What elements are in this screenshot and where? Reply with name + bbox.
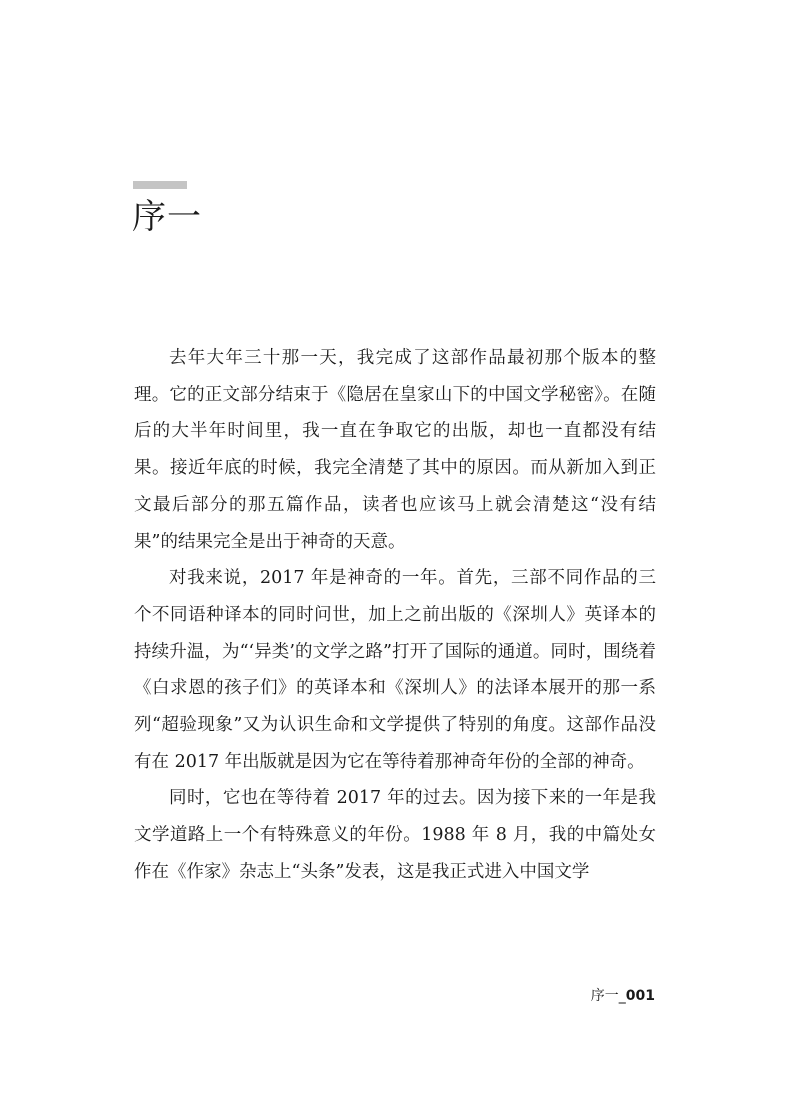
footer-section: 序一 (590, 988, 619, 1004)
body-text (134, 340, 656, 891)
page-number: 001 (625, 988, 655, 1004)
title-decoration-bar (133, 181, 187, 189)
footer-separator: _ (618, 988, 626, 1004)
page-footer (591, 986, 655, 1006)
paragraph: 去年大年三十那一天，我完成了这部作品最初那个版本的整理。它的正文部分结束于《隐居在皇家山下的中国文学秘密》。在随后的大半年时间里，我一直在争取它的出版，却也一直都没有结果。接近年底的时候，我完全清楚了其中的原因。而从新加入到正文最后部分的那五篇作品，读者也应该马上就会清楚这“没有结果”的结果完全是出于神奇的天意。 (134, 348, 656, 552)
chapter-title: 序一 (132, 197, 202, 237)
paragraph: 对我来说，2017 年是神奇的一年。首先，三部不同作品的三个不同语种译本的同时问世，加上之前出版的《深圳人》英译本的持续升温，为“‘异类’的文学之路”打开了国际的通道。同时，围绕着《白求恩的孩子们》的英译本和《深圳人》的法译本展开的那一系列“超验现象”又为认识生命和文学提供了特别的角度。这部作品没有在 2017 年出版就是因为它在等待着那神奇年份的全部的神奇。 (134, 568, 656, 772)
paragraph: 同时，它也在等待着 2017 年的过去。因为接下来的一年是我文学道路上一个有特殊意义的年份。1988 年 8 月，我的中篇处女作在《作家》杂志上“头条”发表，这是我正式进入中国文学 (134, 788, 656, 882)
